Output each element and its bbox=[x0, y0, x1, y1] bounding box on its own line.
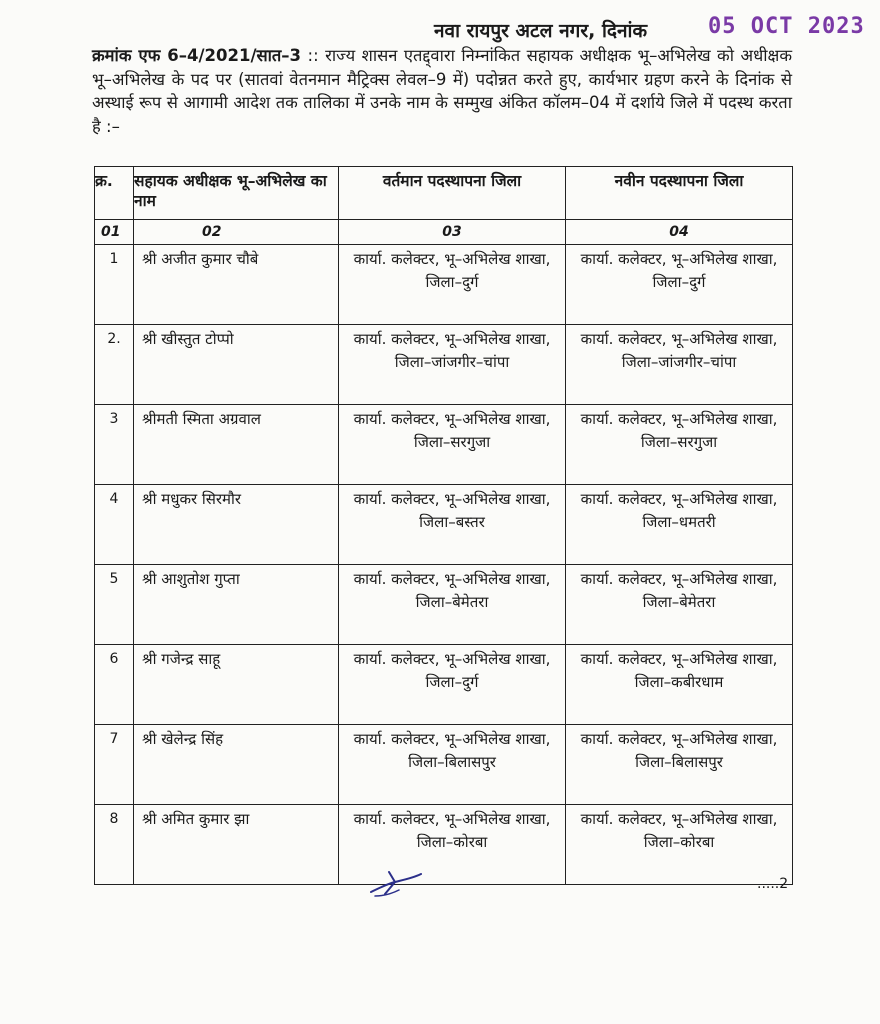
serial-cell: 1 bbox=[95, 245, 134, 325]
name-cell: श्री अजीत कुमार चौबे bbox=[134, 245, 339, 325]
new-posting-cell: कार्या. कलेक्टर, भू–अभिलेख शाखा, जिला–धमतरी bbox=[566, 485, 793, 565]
page-continuation: .....2 bbox=[757, 876, 789, 892]
name-cell: श्री मधुकर सिरमौर bbox=[134, 485, 339, 565]
signature-mark bbox=[365, 866, 425, 900]
column-number-row bbox=[95, 220, 793, 245]
table-row bbox=[95, 485, 793, 565]
header-new-posting: नवीन पदस्थापना जिला bbox=[566, 167, 793, 220]
name-cell: श्रीमती स्मिता अग्रवाल bbox=[134, 405, 339, 485]
order-text: :: राज्य शासन एतद्द्वारा निम्नांकित सहायक अधीक्षक भू–अभिलेख को अधीक्षक भू–अभिलेख के पद पर (सातवां वेतनमान मैट्रिक्स लेवल–9 में) पदोन्नत करते हुए, कार्यभार ग्रहण करने के दिनांक से अस्थाई रूप से आगामी आदेश तक तालिका में उनके नाम के सम्मुख अंकित कॉलम–04 में दर्शाये जिले में पदस्थ करता है :– bbox=[92, 46, 792, 136]
table-row bbox=[95, 645, 793, 725]
name-cell: श्री गजेन्द्र साहू bbox=[134, 645, 339, 725]
current-posting-cell: कार्या. कलेक्टर, भू–अभिलेख शाखा, जिला–बिलासपुर bbox=[339, 725, 566, 805]
header-name: सहायक अधीक्षक भू–अभिलेख का नाम bbox=[134, 167, 339, 220]
serial-cell: 2. bbox=[95, 325, 134, 405]
current-posting-cell: कार्या. कलेक्टर, भू–अभिलेख शाखा, जिला–जांजगीर–चांपा bbox=[339, 325, 566, 405]
serial-cell: 6 bbox=[95, 645, 134, 725]
table-row bbox=[95, 565, 793, 645]
serial-cell: 8 bbox=[95, 805, 134, 885]
place-and-date-label: नवा रायपुर अटल नगर, दिनांक bbox=[434, 20, 648, 42]
name-cell: श्री आशुतोश गुप्ता bbox=[134, 565, 339, 645]
current-posting-cell: कार्या. कलेक्टर, भू–अभिलेख शाखा, जिला–बेमेतरा bbox=[339, 565, 566, 645]
serial-cell: 5 bbox=[95, 565, 134, 645]
table-row bbox=[95, 245, 793, 325]
order-reference: क्रमांक एफ 6–4/2021/सात–3 bbox=[92, 46, 302, 65]
current-posting-cell: कार्या. कलेक्टर, भू–अभिलेख शाखा, जिला–सरगुजा bbox=[339, 405, 566, 485]
column-number: 01 bbox=[95, 220, 134, 245]
column-number: 03 bbox=[339, 220, 566, 245]
new-posting-cell: कार्या. कलेक्टर, भू–अभिलेख शाखा, जिला–कोरबा bbox=[566, 805, 793, 885]
table-header-row bbox=[95, 167, 793, 220]
name-cell: श्री अमित कुमार झा bbox=[134, 805, 339, 885]
serial-cell: 4 bbox=[95, 485, 134, 565]
header-current-posting: वर्तमान पदस्थापना जिला bbox=[339, 167, 566, 220]
date-stamp: 05 OCT 2023 bbox=[708, 14, 865, 39]
column-number: 02 bbox=[134, 220, 339, 245]
column-number: 04 bbox=[566, 220, 793, 245]
current-posting-cell: कार्या. कलेक्टर, भू–अभिलेख शाखा, जिला–दुर्ग bbox=[339, 245, 566, 325]
table-row bbox=[95, 805, 793, 885]
serial-cell: 7 bbox=[95, 725, 134, 805]
new-posting-cell: कार्या. कलेक्टर, भू–अभिलेख शाखा, जिला–बेमेतरा bbox=[566, 565, 793, 645]
serial-cell: 3 bbox=[95, 405, 134, 485]
table-row bbox=[95, 325, 793, 405]
new-posting-cell: कार्या. कलेक्टर, भू–अभिलेख शाखा, जिला–सरगुजा bbox=[566, 405, 793, 485]
posting-table bbox=[94, 166, 793, 885]
header-line bbox=[420, 14, 865, 44]
name-cell: श्री खेलेन्द्र सिंह bbox=[134, 725, 339, 805]
new-posting-cell: कार्या. कलेक्टर, भू–अभिलेख शाखा, जिला–जांजगीर–चांपा bbox=[566, 325, 793, 405]
new-posting-cell: कार्या. कलेक्टर, भू–अभिलेख शाखा, जिला–दुर्ग bbox=[566, 245, 793, 325]
order-paragraph bbox=[92, 44, 792, 138]
new-posting-cell: कार्या. कलेक्टर, भू–अभिलेख शाखा, जिला–बिलासपुर bbox=[566, 725, 793, 805]
header-serial: क्र. bbox=[95, 167, 134, 220]
new-posting-cell: कार्या. कलेक्टर, भू–अभिलेख शाखा, जिला–कबीरधाम bbox=[566, 645, 793, 725]
name-cell: श्री खीस्तुत टोप्पो bbox=[134, 325, 339, 405]
table-row bbox=[95, 405, 793, 485]
current-posting-cell: कार्या. कलेक्टर, भू–अभिलेख शाखा, जिला–कोरबा bbox=[339, 805, 566, 885]
current-posting-cell: कार्या. कलेक्टर, भू–अभिलेख शाखा, जिला–बस्तर bbox=[339, 485, 566, 565]
table-row bbox=[95, 725, 793, 805]
current-posting-cell: कार्या. कलेक्टर, भू–अभिलेख शाखा, जिला–दुर्ग bbox=[339, 645, 566, 725]
